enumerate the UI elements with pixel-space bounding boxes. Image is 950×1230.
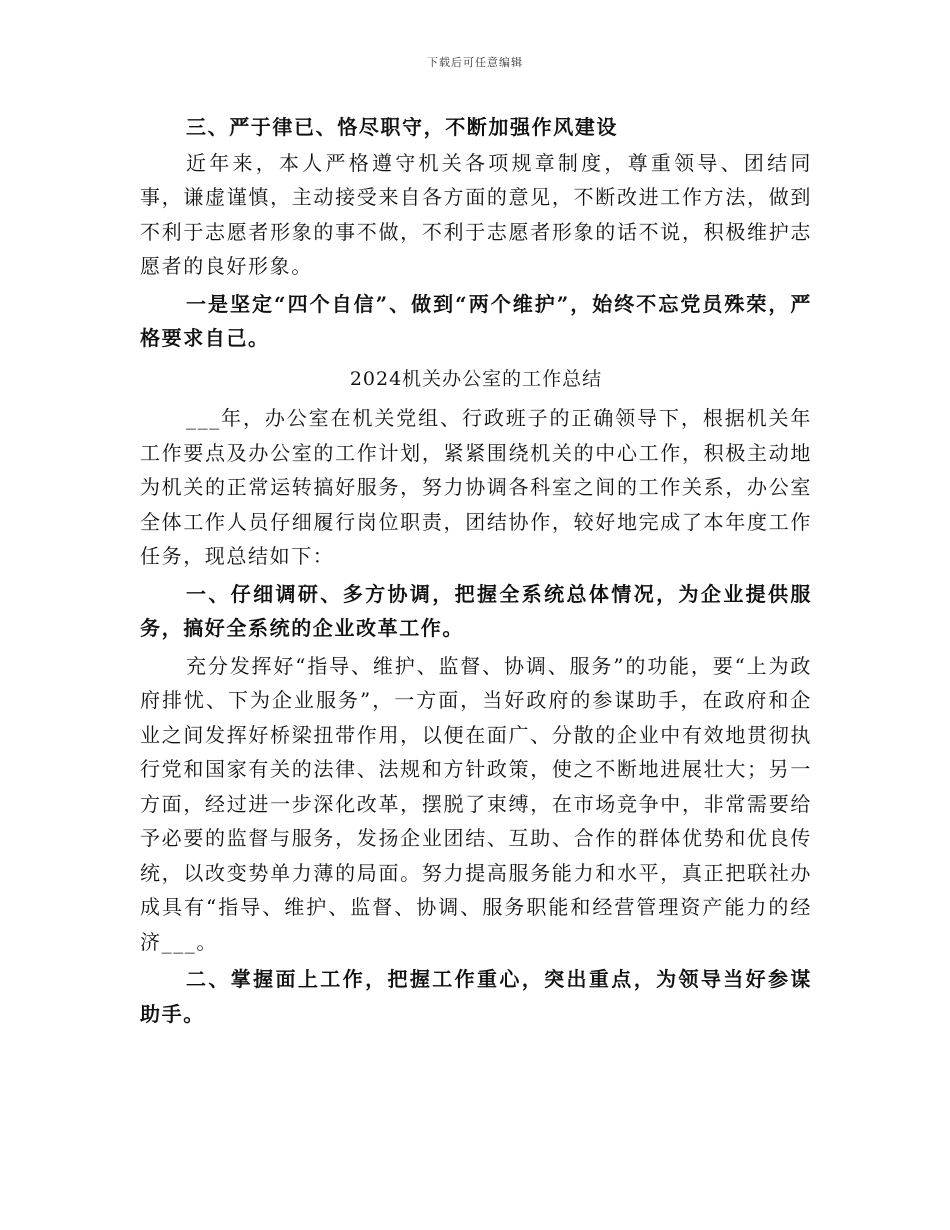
- section-3-bold-paragraph: 一是坚定“四个自信”、做到“两个维护”，始终不忘党员殊荣，严格要求自己。: [140, 291, 812, 350]
- point-1-heading: 一、仔细调研、多方协调，把握全系统总体情况，为企业提供服务，搞好全系统的企业改革工作。: [140, 581, 812, 640]
- point-2-heading: 二、掌握面上工作，把握工作重心，突出重点，为领导当好参谋助手。: [140, 967, 812, 1026]
- point-1-body: 充分发挥好“指导、维护、监督、协调、服务”的功能，要“上为政府排忧、下为企业服务”，一方面，当好政府的参谋助手，在政府和企业之间发挥好桥梁扭带作用，以便在面广、分散的企业中有效地贯彻执行党和国家有关的法律、法规和方针政策，使之不断地进展壮大；另一方面，经过进一步深化改革，摆脱了束缚，在市场竞争中，非常需要给予必要的监督与服务，发扬企业团结、互助、合作的群体优势和优良传统，以改变势单力薄的局面。努力提高服务能力和水平，真正把联社办成具有“指导、维护、监督、协调、服务职能和经营管理资产能力的经济___。: [140, 653, 812, 954]
- page-header: 下载后可任意编辑: [427, 56, 523, 69]
- document-body: [140, 110, 812, 1031]
- section-3-paragraph: 近年来，本人严格遵守机关各项规章制度，尊重领导、团结同事，谦虚谨慎，主动接受来自各方面的意见，不断改进工作方法，做到不利于志愿者形象的事不做，不利于志愿者形象的话不说，积极维护志愿者的良好形象。: [140, 150, 812, 278]
- intro-paragraph: ___年，办公室在机关党组、行政班子的正确领导下，根据机关年工作要点及办公室的工作计划，紧紧围绕机关的中心工作，积极主动地为机关的正常运转搞好服务，努力协调各科室之间的工作关系，办公室全体工作人员仔细履行岗位职责，团结协作，较好地完成了本年度工作任务，现总结如下：: [140, 406, 812, 568]
- document-title: 2024机关办公室的工作总结: [349, 367, 603, 390]
- section-heading-3: 三、严于律已、恪尽职守，不断加强作风建设: [186, 115, 618, 139]
